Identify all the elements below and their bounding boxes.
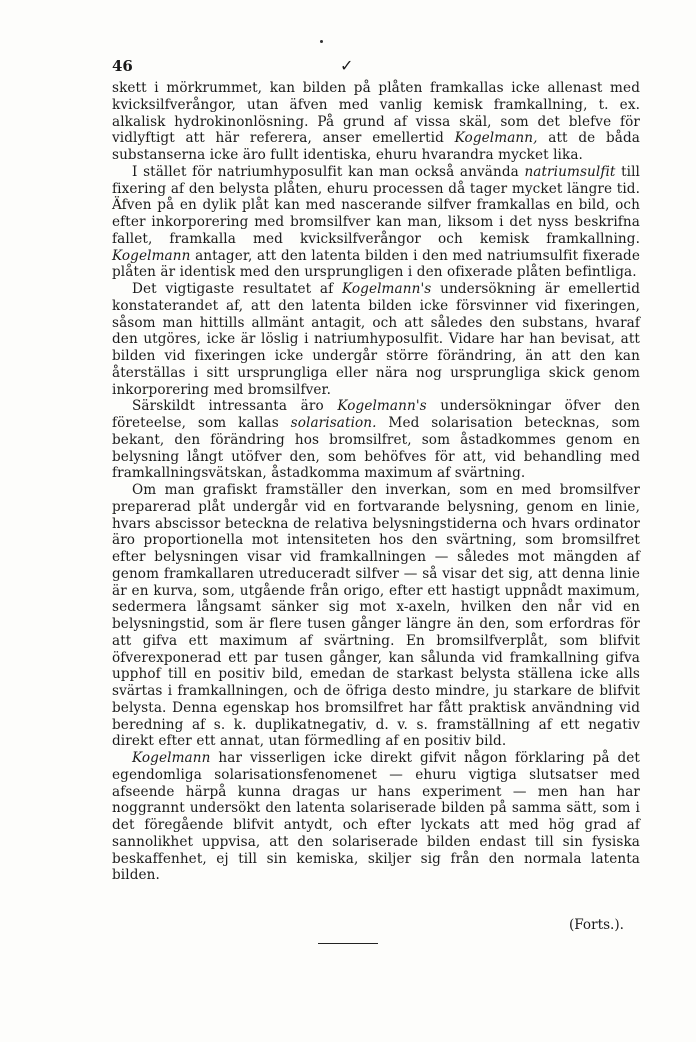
paragraph (112, 398, 640, 482)
pencil-check-mark: ✓ (340, 56, 354, 75)
text-run: Det vigtigaste resultatet af (132, 281, 342, 297)
divider-rule (318, 943, 378, 944)
paragraph (112, 750, 640, 884)
text-run: att de båda substanserna icke äro fullt identiska, ehuru hvarandra mycket lika. (112, 130, 641, 163)
page-number: 46 (112, 57, 133, 75)
text-run: undersökning är emellertid konstaterandet af, att den latenta bilden icke försvinner vid fixeringen, såsom man hittills allmänt antagit, och att således den substans, hvaraf den utgöres, icke är löslig i natriumhyposulfit. Vidare har han bevisat, att bilden vid fixeringen icke undergår större förändring, än att den kan återställas i sitt ursprungliga eller nära nog ursprungliga skick genom inkorporering med bromsilfver. (112, 281, 640, 398)
text-run: I stället för natriumhyposulfit kan man också använda (132, 163, 525, 180)
text-run: Med solarisation betecknas, som bekant, den förändring hos bromsilfret, som åstadkommes genom en belysning långt utöfver den, som behöfves för att, vid behandling med framkallningsvätskan, åstadkomma maximum af svärtning. (112, 415, 640, 482)
paragraph (112, 281, 640, 398)
text-run: antager, att den latenta bilden i den med natriumsulfit fixerade plåten är identisk med den ursprungligen i den ofixerade plåten befintliga. (112, 247, 640, 281)
italic-name: natriumsulfit (524, 163, 616, 180)
text-run: skett i mörkrummet, kan bilden på plåten framkallas icke allenast med kvicksilfverångor, utan äfven med vanlig kemisk framkallning, t. ex. alkalisk hydrokinonlösning. På grund af vissa skäl, som det blefve för vidlyftigt att här referera, anser emellertid (112, 80, 640, 147)
italic-name: Kogelmann (112, 247, 191, 264)
italic-name: Kogelmann's (341, 281, 432, 297)
text-run: har visserligen icke direkt gifvit någon förklaring på det egendomliga solarisationsfenomenet — ehuru vigtiga slutsatser med afseende härpå kunna dragas ur hans experiment — men han har noggrannt undersökt den latenta solariserade bilden på samma sätt, som i det föregående blifvit antydt, och efter lyckats att med hög grad af sannolikhet uppvisa, att den solariserade bilden endast till sin fysiska beskaffenhet, ej till sin kemiska, skiljer sig från den normala latenta bilden. (112, 750, 640, 884)
italic-name: Kogelmann's (337, 398, 427, 415)
text-run: till fixering af den belysta plåten, ehuru processen då tager mycket längre tid. Äfven på en dylik plåt kan med nascerande silfver framkallas en bild, och efter inkorporering med bromsilfver kan man, liksom i det nyss beskrifna fallet, framkalla med kvicksilfverångor och kemisk framkallning. (112, 163, 640, 247)
italic-name: Kogelmann (132, 750, 211, 766)
article-body (112, 80, 640, 884)
italic-name: solarisation. (290, 415, 377, 431)
ink-dot (320, 40, 323, 43)
text-run: Särskildt intressanta äro (132, 398, 338, 415)
paragraph (112, 164, 640, 281)
paragraph (112, 482, 640, 750)
paragraph (112, 80, 640, 164)
text-run: Om man grafiskt framställer den inverkan, som en med bromsilfver preparerad plåt undergår vid en fortvarande belysning, genom en linie, hvars abscissor beteckna de relativa belysningstiderna och hvars ordinator äro proportionella mot intensiteten hos den svärtning, som bromsilfret efter belysningen visar vid framkallningen — således mot mängden af genom framkallaren utreduceradt silfver — så visar det sig, att denna linie är en kurva, som, utgående från origo, efter ett hastigt uppnådt maximum, sedermera långsamt sänker sig mot x-axeln, hvilken den når vid en belysningstid, som är flere tusen gånger längre än den, som erfordras för att gifva ett maximum af svärtning. En bromsilfverplåt, som blifvit öfverexponerad ett par tusen gånger, kan sålunda vid framkallning gifva upphof till en positiv bild, emedan de starkast belysta ställena icke alls svärtas i framkallningen, och de öfriga desto mindre, ju starkare de blifvit belysta. Denna egenskap hos bromsilfret har fått praktisk användning vid beredning af s. k. duplikatnegativ, d. v. s. framställning af ett negativ direkt efter ett annat, utan förmedling af en positiv bild. (112, 482, 640, 750)
italic-name: Kogelmann, (454, 130, 538, 147)
text-run: undersökningar öfver den företeelse, som kallas (112, 398, 640, 431)
continued-note: (Forts.). (568, 917, 624, 933)
